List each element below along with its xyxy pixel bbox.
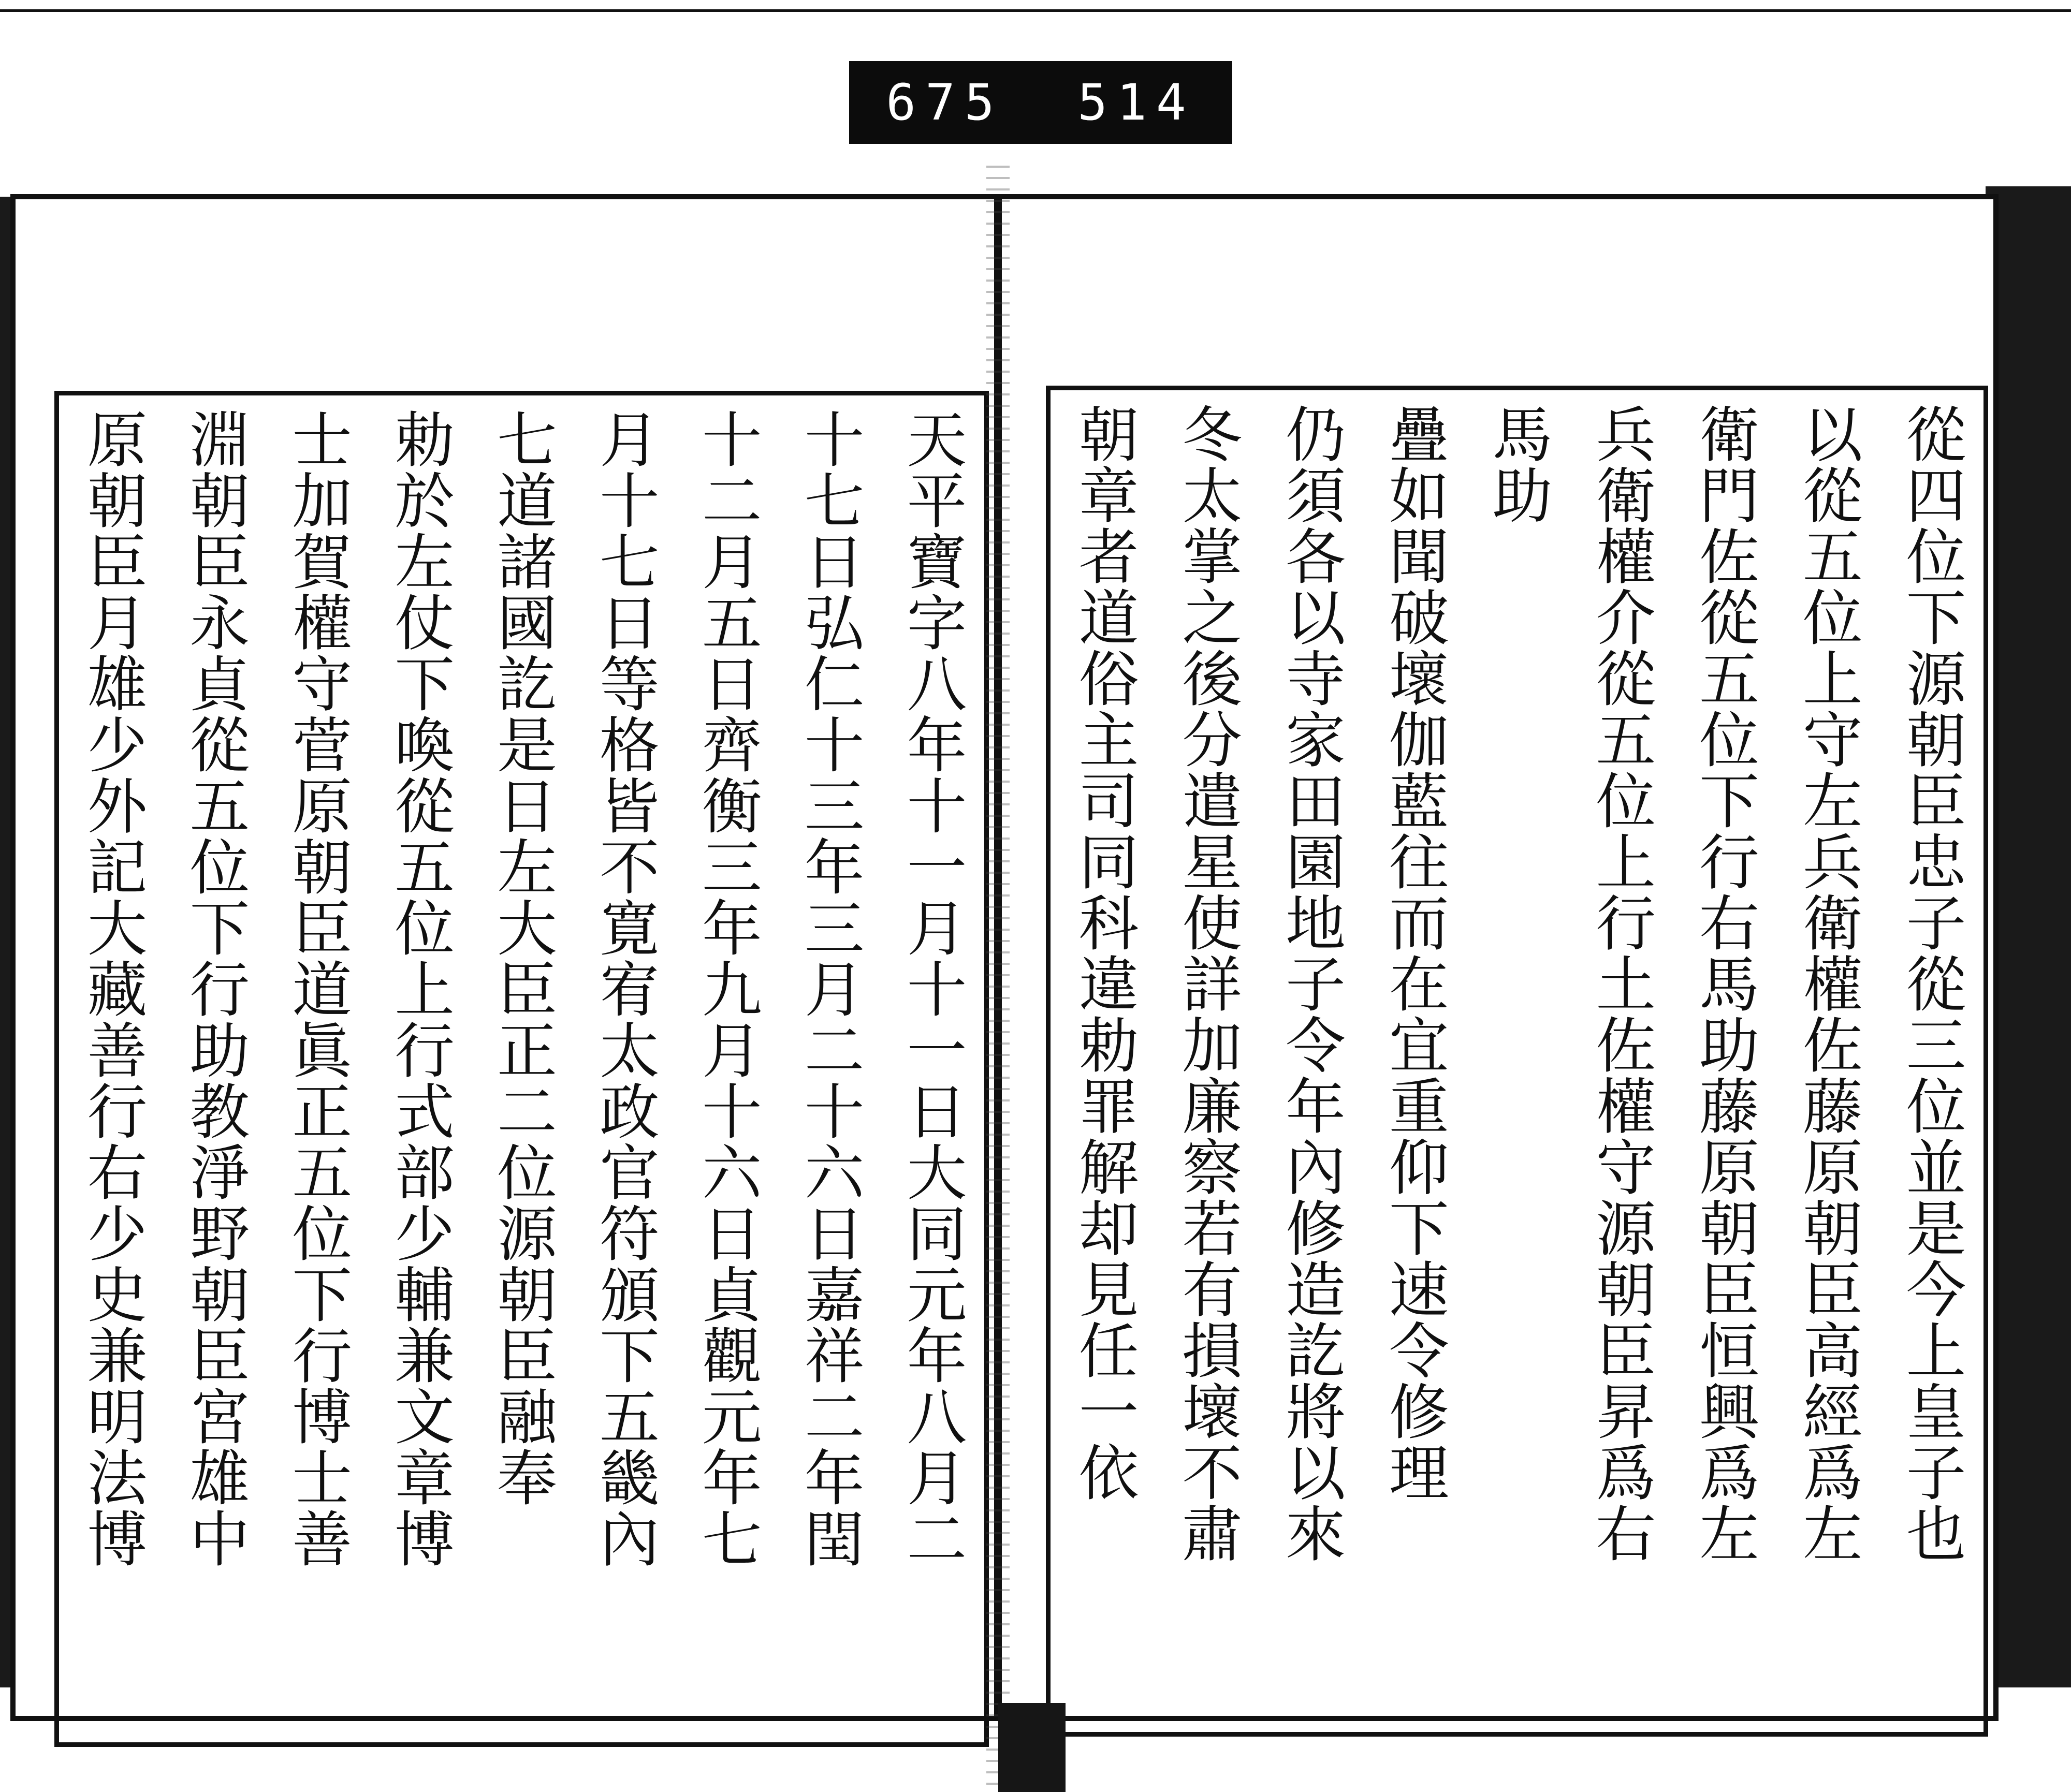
right-page (997, 194, 1999, 1721)
text-column: 仍須各以寺家田園地子令年內修造訖將以來 (1275, 403, 1346, 1564)
text-column: 疊如聞破壞伽藍往而在宜重仰下速令修理 (1379, 403, 1449, 1503)
text-column: 從四位下源朝臣忠子從三位並是今上皇子也 (1896, 403, 1966, 1564)
text-column: 士加賀權守菅原朝臣道眞正五位下行博士善 (282, 408, 352, 1569)
text-column: 以從五位上守左兵衛權佐藤原朝臣高經爲左 (1792, 403, 1863, 1564)
text-column: 馬助 (1482, 403, 1552, 525)
right-text-block (1046, 386, 1988, 1737)
text-column: 七道諸國訖是日左大臣正二位源朝臣融奉 (487, 408, 557, 1508)
text-column: 勅於左仗下喚從五位上行式部少輔兼文章博 (384, 408, 455, 1569)
left-text-block (54, 391, 989, 1747)
text-column: 月十七日等格皆不寛宥太政官符頒下五畿內 (589, 408, 660, 1569)
text-column: 冬太掌之後分遣星使詳加廉察若有損壞不肅 (1172, 403, 1242, 1564)
text-column: 十二月五日齊衡三年九月十六日貞觀元年七 (692, 408, 762, 1569)
text-column: 淵朝臣永貞從五位下行助教淨野朝臣宮雄中 (179, 408, 250, 1569)
text-column: 朝章者道俗主司同科違勅罪解却見任一依 (1069, 403, 1139, 1503)
top-rule (0, 9, 2071, 12)
text-column: 十七日弘仁十三年三月二十六日嘉祥二年閏 (794, 408, 865, 1569)
spine-shadow (998, 1703, 1066, 1792)
call-number-primary: 675 (886, 74, 1004, 131)
call-number-label (849, 61, 1232, 144)
binding-gutter (986, 166, 1010, 1791)
text-column: 兵衛權介從五位上行土佐權守源朝臣昇爲右 (1585, 403, 1656, 1564)
text-column: 天平寶字八年十一月十一日大同元年八月二 (897, 408, 967, 1569)
left-page (10, 194, 999, 1721)
text-column: 衛門佐從五位下行右馬助藤原朝臣恒興爲左 (1689, 403, 1759, 1564)
text-column: 原朝臣月雄少外記大藏善行右少史兼明法博 (77, 408, 147, 1569)
call-number-secondary: 514 (1077, 74, 1195, 131)
